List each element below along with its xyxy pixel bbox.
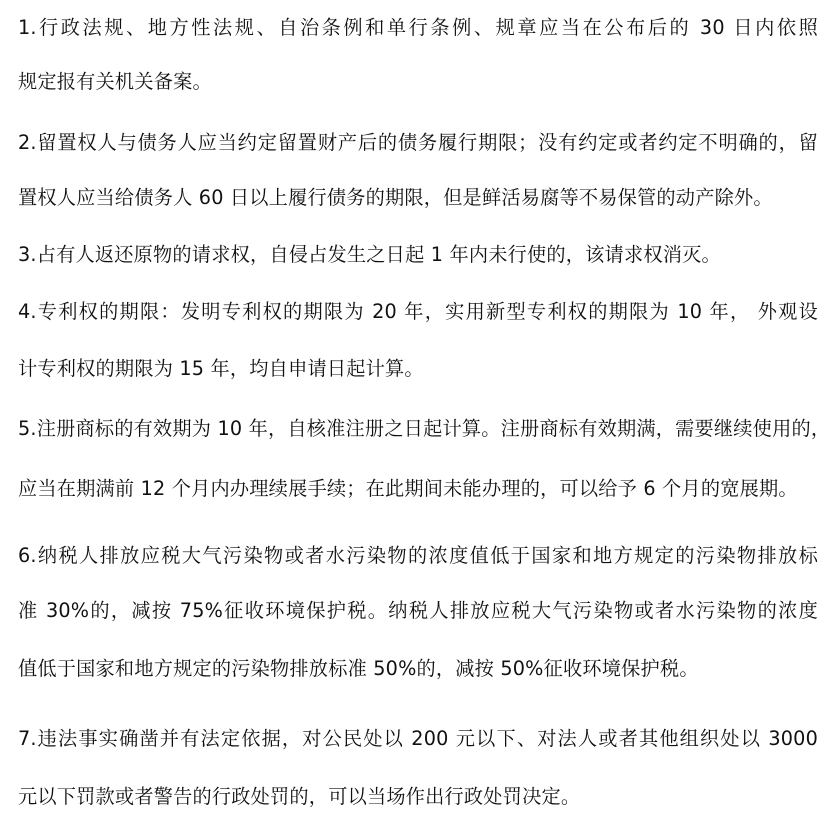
item-2-line-1: 2.留置权人与债务人应当约定留置财产后的债务履行期限；没有约定或者约定不明确的，留 [18, 131, 818, 154]
item-1-line-2: 规定报有关机关备案。 [18, 70, 212, 93]
item-5-line-1: 5.注册商标的有效期为 10 年，自核准注册之日起计算。注册商标有效期满，需要继续使用的， [18, 417, 831, 440]
item-1-line-1: 1.行政法规、地方性法规、自治条例和单行条例、规章应当在公布后的 30 日内依照 [18, 16, 818, 39]
item-7-line-1: 7.违法事实确凿并有法定依据，对公民处以 200 元以下、对法人或者其他组织处以 3000 [18, 727, 818, 750]
item-6-line-2: 准 30%的，减按 75%征收环境保护税。纳税人排放应税大气污染物或者水污染物的浓度 [18, 599, 818, 622]
item-6-line-1: 6.纳税人排放应税大气污染物或者水污染物的浓度值低于国家和地方规定的污染物排放标 [18, 544, 818, 567]
item-7-line-2: 元以下罚款或者警告的行政处罚的，可以当场作出行政处罚决定。 [18, 785, 581, 808]
item-6-line-3: 值低于国家和地方规定的污染物排放标准 50%的，减按 50%征收环境保护税。 [18, 657, 699, 680]
item-4-line-2: 计专利权的期限为 15 年，均自申请日起计算。 [18, 357, 424, 380]
item-4-line-1: 4.专利权的期限：发明专利权的期限为 20 年，实用新型专利权的期限为 10 年， 外观设 [18, 300, 818, 323]
item-5-line-2: 应当在期满前 12 个月内办理续展手续；在此期间未能办理的，可以给予 6 个月的宽展期。 [18, 477, 798, 500]
item-3-line-1: 3.占有人返还原物的请求权，自侵占发生之日起 1 年内未行使的，该请求权消灭。 [18, 243, 721, 266]
item-2-line-2: 置权人应当给债务人 60 日以上履行债务的期限，但是鲜活易腐等不易保管的动产除外。 [18, 186, 773, 209]
